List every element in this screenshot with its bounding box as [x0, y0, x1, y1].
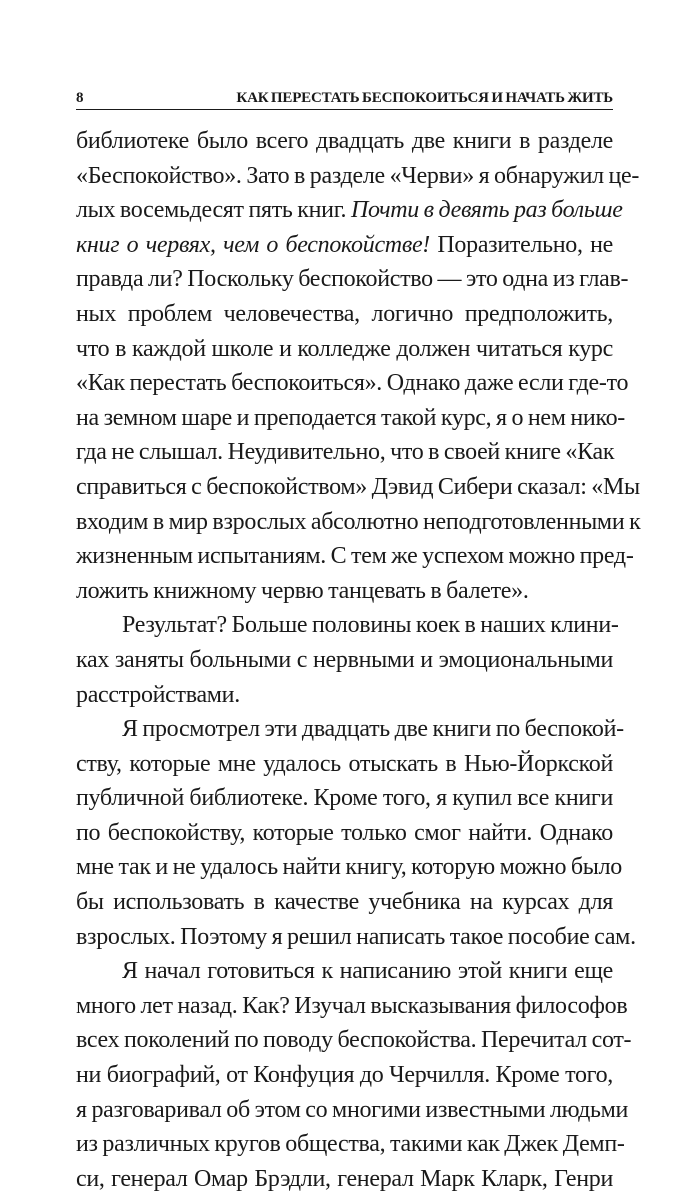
- text-line: «Как перестать беспокоиться». Однако даже если где-то: [76, 370, 629, 397]
- text-line: взрослых. Поэтому я решил написать такое пособие сам.: [76, 923, 636, 950]
- text-line: [76, 228, 613, 263]
- text-line: Результат? Больше половины коек в наших клини-: [122, 612, 619, 639]
- running-head: [76, 80, 613, 110]
- text-line: публичной библиотеке. Кроме того, я купил все книги: [76, 785, 613, 812]
- italic-emphasis: книг о червях, чем о беспокойстве!: [76, 231, 430, 258]
- text-line: расстройствами.: [76, 681, 240, 708]
- running-title: КАК ПЕРЕСТАТЬ БЕСПОКОИТЬСЯ И НАЧАТЬ ЖИТЬ: [236, 90, 613, 106]
- text-line: «Беспокойство». Зато в разделе «Черви» я обнаружил це-: [76, 162, 640, 189]
- text-line: Я начал готовиться к написанию этой книги еще: [122, 958, 613, 985]
- text-line: входим в мир взрослых абсолютно неподготовленными к: [76, 508, 641, 535]
- text-span: Поразительно, не: [437, 231, 613, 258]
- text-line: ству, которые мне удалось отыскать в Нью-Йоркской: [76, 750, 613, 777]
- text-line: ложить книжному червю танцевать в балете».: [76, 577, 529, 604]
- text-line: всех поколений по поводу беспокойства. Перечитал сот-: [76, 1027, 632, 1054]
- text-line: ных проблем человечества, логично предположить,: [76, 300, 613, 327]
- text-line: мне так и не удалось найти книгу, которую можно было: [76, 854, 622, 881]
- text-line: ни биографий, от Конфуция до Черчилля. Кроме того,: [76, 1062, 613, 1089]
- text-line: гда не слышал. Неудивительно, что в своей книге «Как: [76, 439, 615, 466]
- text-line: я разговаривал об этом со многими известными людьми: [76, 1096, 629, 1123]
- paragraph-1: [76, 124, 641, 608]
- text-line: по беспокойству, которые только смог найти. Однако: [76, 819, 613, 846]
- text-line: Я просмотрел эти двадцать две книги по беспокой-: [122, 716, 624, 743]
- text-line: что в каждой школе и колледже должен читаться курс: [76, 335, 613, 362]
- text-line: на земном шаре и преподается такой курс, я о нем нико-: [76, 404, 625, 431]
- text-line: бы использовать в качестве учебника на курсах для: [76, 889, 613, 916]
- paragraph-2: [76, 608, 619, 712]
- text-line: справиться с беспокойством» Дэвид Сибери сказал: «Мы: [76, 473, 640, 500]
- text-line: библиотеке было всего двадцать две книги в разделе: [76, 128, 613, 154]
- text-line: правда ли? Поскольку беспокойство — это одна из глав-: [76, 266, 629, 293]
- page-number: 8: [76, 90, 84, 106]
- text-line: си, генерал Омар Брэдли, генерал Марк Кларк, Генри: [76, 1165, 613, 1192]
- text-line: жизненным испытаниям. С тем же успехом можно пред-: [76, 543, 634, 570]
- paragraph-3: [76, 712, 636, 954]
- text-span: лых восемьдесят пять книг.: [76, 197, 347, 224]
- italic-emphasis: Почти в девять раз больше: [350, 197, 623, 224]
- text-line: много лет назад. Как? Изучал высказывания философов: [76, 992, 628, 1019]
- text-line: [76, 193, 623, 228]
- text-body: [76, 124, 641, 1196]
- text-line: ках заняты больными с нервными и эмоциональными: [76, 646, 613, 673]
- text-line: из различных кругов общества, такими как Джек Демп-: [76, 1131, 625, 1158]
- paragraph-4: [76, 954, 632, 1196]
